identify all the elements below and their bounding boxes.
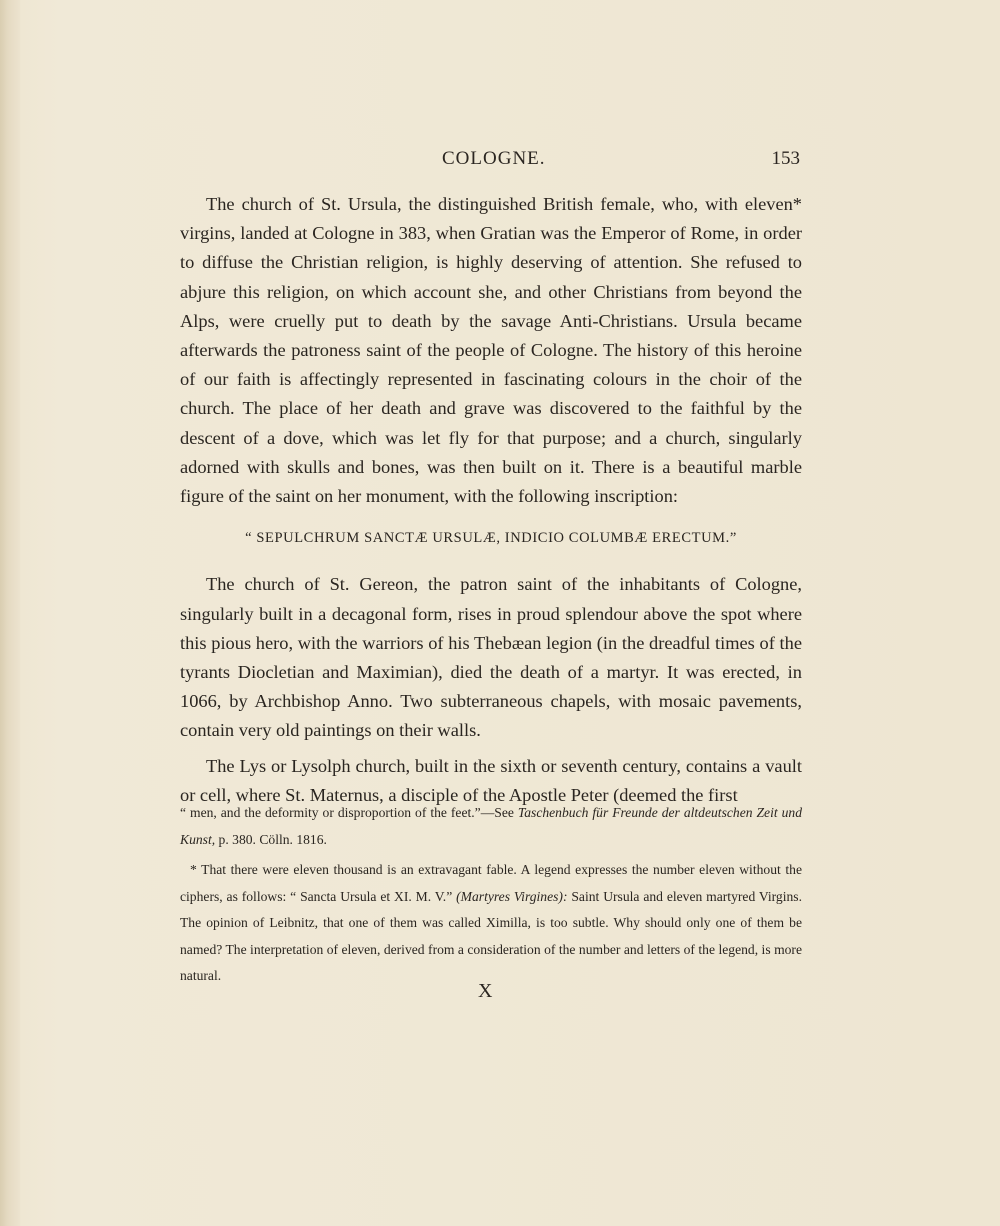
footnote-continuation-text: “ men, and the deformity or disproportion of the feet.”—See: [180, 805, 514, 820]
footnote-latin: (Martyres Virgines):: [456, 888, 568, 904]
body-text: [180, 190, 802, 810]
footnote-text-b: Saint Ursula and eleven martyred Virgins. The opinion of Leibnitz, that one of them was called Ximilla, is too subtle. Why should only one of them be named? The interpretation of eleven, derived from a consideration of the number and letters of the legend, is more natural.: [180, 888, 802, 983]
footnotes: [180, 800, 802, 990]
page-number: 153: [771, 148, 800, 169]
page-gutter: [0, 0, 20, 1226]
paragraph-st-gereon: The church of St. Gereon, the patron saint of the inhabitants of Cologne, singularly built in a decagonal form, rises in proud splendour above the spot where this pious hero, with the warriors of his Thebæan legion (in the dreadful times of the tyrants Diocletian and Maximian), died the death of a martyr. It was erected, in 1066, by Archbishop Anno. Two subterraneous chapels, with mosaic pavements, contain very old paintings on their walls.: [180, 574, 802, 741]
signature-mark: X: [478, 980, 493, 1002]
running-title: COLOGNE.: [442, 148, 546, 169]
paragraph-st-ursula: The church of St. Ursula, the distinguished British female, who, with eleven* virgins, landed at Cologne in 383, when Gratian was the Emperor of Rome, in order to diffuse the Christian religion, is highly deserving of attention. She refused to abjure this religion, on which account she, and other Christians from beyond the Alps, were cruelly put to death by the savage Anti-Christians. Ursula became afterwards the patroness saint of the people of Cologne. The history of this heroine of our faith is affectingly represented in fascinating colours in the choir of the church. The place of her death and grave was discovered to the faithful by the descent of a dove, which was let fly for that purpose; and a church, singularly adorned with skulls and bones, was then built on it. There is a beautiful marble figure of the saint on her monument, with the following inscription:: [180, 194, 802, 507]
footnote-text-a: * That there were eleven thousand is an extravagant fable. A legend expresses the number eleven without the ciphers, as follows: “ Sancta Ursula et XI. M. V.”: [180, 862, 802, 904]
book-title: Taschenbuch für Freunde der altdeutschen Zeit und Kunst,: [180, 805, 802, 847]
paragraph-lysolph-church: The Lys or Lysolph church, built in the sixth or seventh century, contains a vault or cell, where St. Maternus, a disciple of the Apostle Peter (deemed the first: [180, 755, 802, 805]
footnote-continuation: [180, 800, 802, 853]
footnote-eleven-virgins: [180, 857, 802, 990]
latin-inscription: “ SEPULCHRUM SANCTÆ URSULÆ, INDICIO COLUMBÆ ERECTUM.”: [245, 530, 737, 547]
footnote-citation: p. 380. Cölln. 1816.: [218, 831, 327, 847]
running-head: [180, 148, 800, 174]
